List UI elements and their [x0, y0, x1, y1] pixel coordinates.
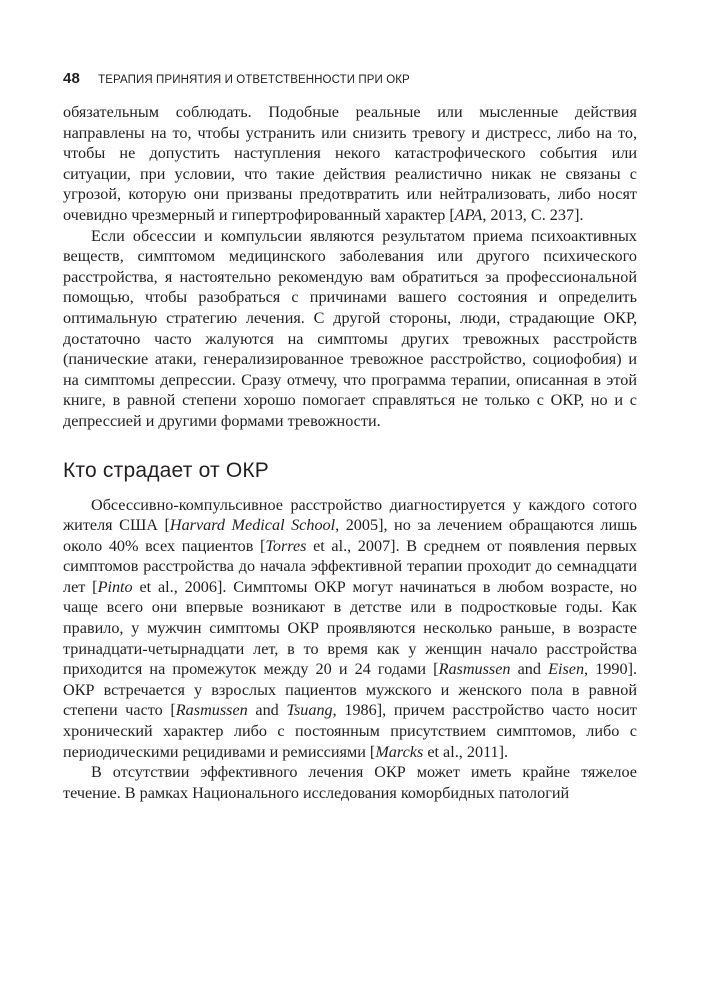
text-run: Обсессивно-компульсивное расстройство диагностируется у каждого сотого жителя США [ — [63, 495, 637, 535]
running-title: ТЕРАПИЯ ПРИНЯТИЯ И ОТВЕТСТВЕННОСТИ ПРИ ОКР — [98, 74, 410, 86]
paragraph-3 — [63, 495, 637, 763]
citation-author: Marcks — [375, 742, 424, 761]
text-run: , 1986], причем расстройство часто носит хронический характер либо с постоянным присутствием симптомов, либо с периодическими рецидивами и ремиссиями [ — [63, 701, 637, 761]
text-run: and — [510, 660, 549, 679]
paragraph-2 — [63, 226, 637, 432]
page-body — [63, 102, 637, 803]
text-run: et al., 2006]. Симптомы ОКР могут начинаться в любом возрасте, но чаще всего они впервые возникают в детстве или в подростковые годы. Как правило, у мужчин симптомы ОКР проявляются несколько раньше, в возрасте тринадцати-четырнадцати лет, в то время как у женщин начало расстройства приходится на промежуток между 20 и 24 годами [ — [63, 577, 637, 679]
paragraph-1 — [63, 102, 637, 226]
text-run: et al., 2007]. В среднем от появления первых симптомов расстройства до начала эффективной терапии проходит до семнадцати лет [ — [63, 536, 637, 596]
running-header — [63, 70, 410, 87]
page-number: 48 — [63, 70, 81, 87]
citation-author: APA — [454, 205, 483, 224]
citation-author: Torres — [265, 536, 307, 555]
citation-author: Rasmussen — [438, 660, 511, 679]
text-run: et al., 2011]. — [423, 742, 509, 761]
text-run: В отсутствии эффективного лечения ОКР может иметь крайне тяжелое течение. В рамках Национального исследования коморбидных патологий — [63, 763, 637, 802]
text-run: , 1990]. ОКР встречается у взрослых пациентов мужского и женского пола в равной степени часто [ — [63, 660, 637, 720]
citation-author: Harvard Medical School — [169, 516, 336, 535]
citation-author: Pinto — [97, 577, 133, 596]
text-run: , 2005], но за лечением обращаются лишь около 40% всех пациентов [ — [63, 516, 638, 555]
text-run: and — [247, 701, 287, 720]
citation-author: Rasmussen — [175, 701, 248, 720]
citation-author: Eisen — [548, 660, 585, 679]
text-run: , 2013, С. 237]. — [482, 205, 584, 224]
text-run: Если обсессии и компульсии являются результатом приема психоактивных веществ, симптомом медицинского заболевания или другого психического расстройства, я настоятельно рекомендую вам обратиться за профессиональной помощью, чтобы разобраться с причинами вашего состояния и определить оптимальную стратегию лечения. С другой стороны, люди, страдающие ОКР, достаточно часто жалуются на симптомы других тревожных расстройств (панические атаки, генерализированное тревожное расстройство, социофобия) и на симптомы депрессии. Сразу отмечу, что программа терапии, описанная в этой книге, в равной степени хорошо помогает справляться не только с ОКР, но и с депрессией и другими формами тревожности. — [63, 226, 637, 430]
paragraph-4 — [63, 762, 637, 803]
text-run: обязательным соблюдать. Подобные реальные или мысленные действия направлены на то, чтобы устранить или снизить тревогу и дистресс, либо на то, чтобы не допустить наступления некого катастрофического события или ситуации, при условии, что такие действия реалистично никак не связаны с угрозой, которую они призваны предотвратить или нейтрализовать, либо носят очевидно чрезмерный и гипертрофированный характер [ — [63, 103, 637, 224]
section-heading: Кто страдает от ОКР — [63, 458, 270, 482]
citation-author: Tsuang — [286, 701, 333, 720]
